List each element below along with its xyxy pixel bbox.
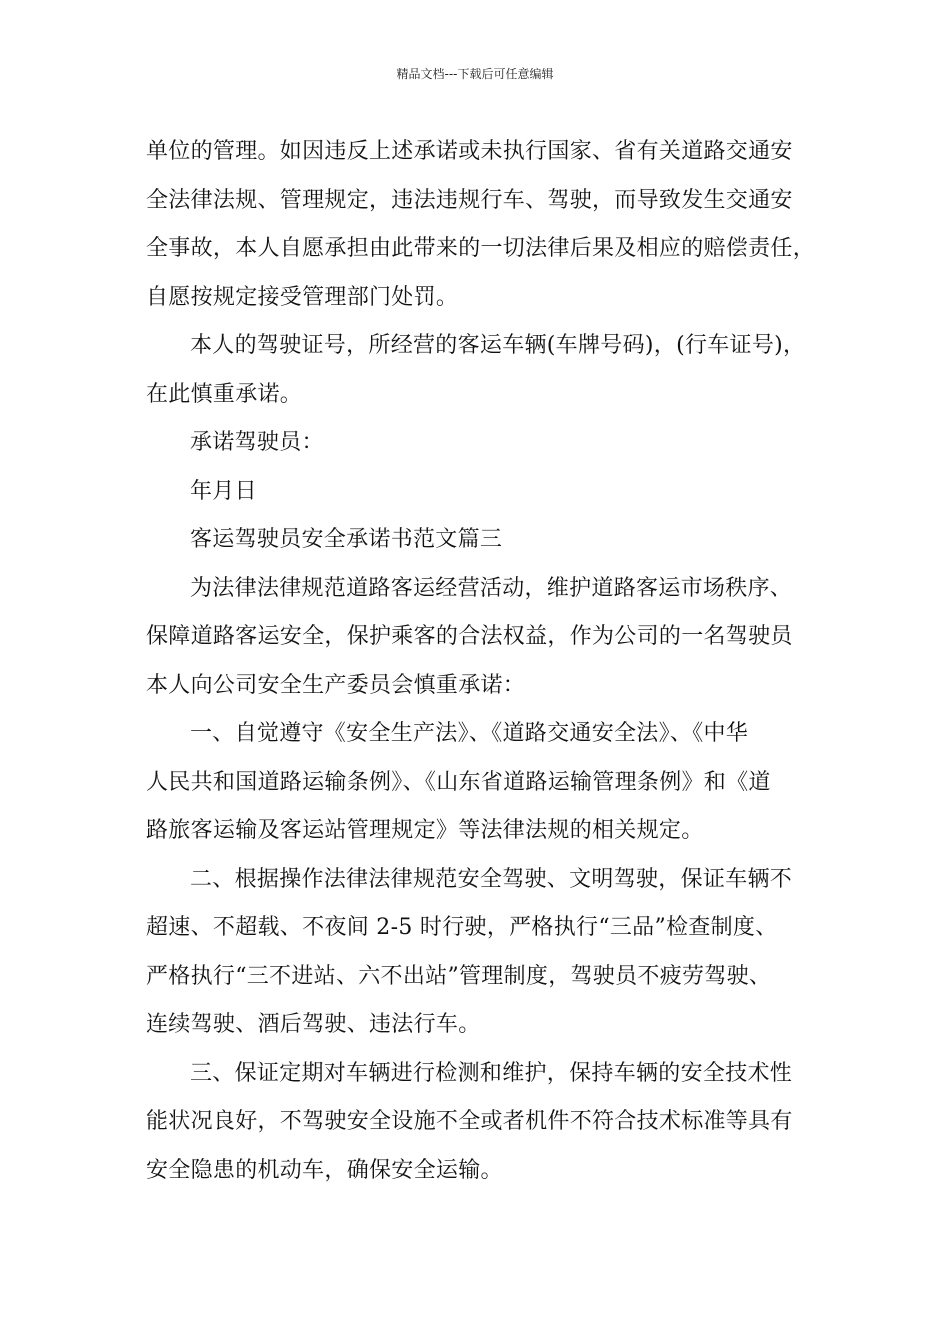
signature-label: 承诺驾驶员： bbox=[190, 430, 324, 455]
text-line: 路旅客运输及客运站管理规定》等法律法规的相关规定。 bbox=[146, 818, 704, 843]
text-line: 能状况良好，不驾驶安全设施不全或者机件不符合技术标准等具有 bbox=[146, 1109, 793, 1134]
paragraph-6 bbox=[146, 565, 810, 711]
paragraph-2 bbox=[146, 322, 810, 419]
text-line: 严格执行“三不进站、六不出站”管理制度，驾驶员不疲劳驾驶、 bbox=[146, 963, 772, 989]
text-line: 全事故，本人自愿承担由此带来的一切法律后果及相应的赔偿责任， bbox=[146, 236, 816, 261]
document-body bbox=[146, 128, 816, 1195]
text-line: 保障道路客运安全，保护乘客的合法权益，作为公司的一名驾驶员 bbox=[146, 624, 793, 649]
paragraph-3 bbox=[146, 419, 810, 468]
text-line: 全法律法规、管理规定，违法违规行车、驾驶，而导致发生交通安 bbox=[146, 187, 793, 213]
text-line: 一、自觉遵守《安全生产法》、《道路交通安全法》、《中华 bbox=[190, 721, 749, 746]
text-line: 在此慎重承诺。 bbox=[146, 381, 303, 407]
paragraph-5 bbox=[146, 516, 810, 565]
page-header: 精品文档---下载后可任意编辑 bbox=[396, 67, 554, 81]
text-line: 三、保证定期对车辆进行检测和维护，保持车辆的安全技术性 bbox=[190, 1060, 793, 1086]
text-line: 本人的驾驶证号，所经营的客运车辆(车牌号码)，(行车证号)， bbox=[190, 333, 806, 358]
text-line: 为法律法律规范道路客运经营活动，维护道路客运市场秩序、 bbox=[190, 575, 793, 601]
paragraph-7 bbox=[146, 710, 810, 856]
text-line: 连续驾驶、酒后驾驶、违法行车。 bbox=[146, 1012, 481, 1037]
text-line: 人民共和国道路运输条例》、《山东省道路运输管理条例》和《道 bbox=[146, 769, 771, 795]
paragraph-9 bbox=[146, 1050, 810, 1196]
paragraph-4 bbox=[146, 468, 810, 517]
text-line: 安全隐患的机动车，确保安全运输。 bbox=[146, 1157, 503, 1183]
section-title: 客运驾驶员安全承诺书范文篇三 bbox=[190, 527, 503, 552]
text-line: 本人向公司安全生产委员会慎重承诺： bbox=[146, 672, 526, 698]
date-label: 年月日 bbox=[190, 478, 257, 504]
text-line: 超速、不超载、不夜间 2-5 时行驶，严格执行“三品”检查制度、 bbox=[146, 915, 778, 940]
paragraph-8 bbox=[146, 856, 810, 1050]
text-line: 二、根据操作法律法律规范安全驾驶、文明驾驶，保证车辆不 bbox=[190, 866, 793, 892]
text-line: 自愿按规定接受管理部门处罚。 bbox=[146, 284, 459, 310]
paragraph-1 bbox=[146, 128, 816, 322]
text-line: 单位的管理。如因违反上述承诺或未执行国家、省有关道路交通安 bbox=[146, 139, 793, 164]
